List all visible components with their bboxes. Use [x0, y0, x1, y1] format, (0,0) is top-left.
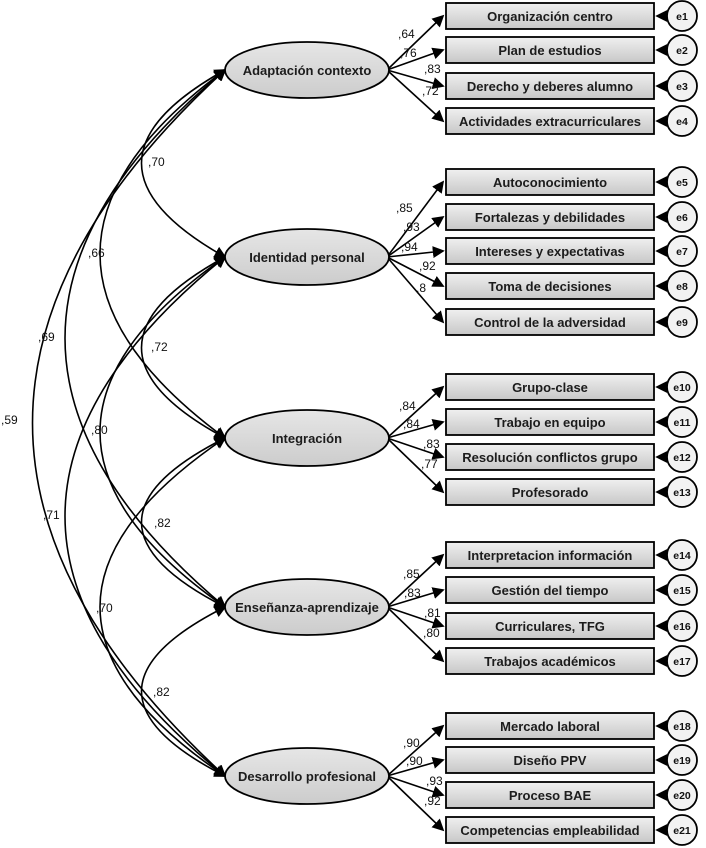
- indicator-label: Curriculares, TFG: [495, 619, 605, 634]
- loading-label: ,84: [399, 399, 416, 413]
- covariance-path: [100, 70, 225, 438]
- covariance-label: ,59: [1, 413, 18, 427]
- error-label: e7: [676, 246, 688, 258]
- covariance-path: [65, 257, 225, 776]
- indicator-label: Actividades extracurriculares: [458, 114, 642, 129]
- factor-label: Adaptación contexto: [242, 63, 372, 78]
- covariance-arrows: [1, 70, 225, 776]
- error-label: e11: [673, 417, 691, 429]
- error-label: e5: [676, 177, 688, 189]
- loading-label: ,76: [400, 46, 417, 60]
- indicator-label: Competencias empleabilidad: [460, 823, 640, 838]
- error-label: e6: [676, 212, 688, 224]
- covariance-label: ,71: [43, 508, 60, 522]
- error-label: e4: [676, 116, 688, 128]
- error-label: e20: [673, 790, 691, 802]
- indicator-label: Trabajos académicos: [484, 654, 616, 669]
- indicator-label: Interpretacion información: [467, 548, 633, 563]
- factor-label: Enseñanza-aprendizaje: [235, 600, 379, 615]
- error-label: e15: [673, 585, 691, 597]
- factor-adaptacion-contexto: [225, 1, 697, 136]
- indicator-label: Grupo-clase: [512, 380, 588, 395]
- loading-label: ,81: [424, 606, 441, 620]
- factor-ensenanza-aprendizaje: [225, 540, 697, 676]
- loading-label: ,92: [424, 794, 441, 808]
- loading-label: ,80: [423, 626, 440, 640]
- indicator-label: Autoconocimiento: [492, 175, 608, 190]
- covariance-label: ,70: [96, 601, 113, 615]
- indicator-label: Profesorado: [511, 485, 589, 500]
- loading-label: ,93: [403, 220, 420, 234]
- indicator-label: Control de la adversidad: [474, 315, 626, 330]
- covariance-path: [65, 70, 225, 607]
- loading-label: ,84: [403, 417, 420, 431]
- covariance-label: ,69: [38, 330, 55, 344]
- loading-label: ,93: [426, 774, 443, 788]
- indicator-label: Toma de decisiones: [488, 279, 612, 294]
- loading-label: ,92: [419, 259, 436, 273]
- factor-integracion: [225, 372, 697, 507]
- error-label: e17: [673, 656, 691, 668]
- covariance-label: ,82: [153, 685, 170, 699]
- factor-identidad-personal: [225, 167, 697, 337]
- indicator-label: Proceso BAE: [508, 788, 592, 803]
- loading-label: ,94: [401, 240, 418, 254]
- error-label: e9: [676, 317, 688, 329]
- error-label: e14: [673, 550, 691, 562]
- error-label: e1: [676, 11, 688, 23]
- factor-label: Integración: [271, 431, 343, 446]
- covariance-label: ,66: [88, 246, 105, 260]
- covariance-path: [100, 257, 225, 607]
- error-label: e3: [676, 81, 688, 93]
- error-label: e16: [673, 621, 691, 633]
- error-label: e18: [673, 721, 691, 733]
- indicator-label: Intereses y expectativas: [475, 244, 625, 259]
- error-label: e21: [673, 825, 691, 837]
- loading-label: ,85: [396, 201, 413, 215]
- loading-label: ,90: [406, 754, 423, 768]
- error-label: e2: [676, 45, 688, 57]
- loading-label: ,77: [421, 457, 438, 471]
- indicator-label: Trabajo en equipo: [494, 415, 606, 430]
- indicator-label: Fortalezas y debilidades: [474, 210, 626, 225]
- covariance-label: ,80: [91, 423, 108, 437]
- covariance-path: [33, 70, 226, 776]
- error-label: e10: [673, 382, 691, 394]
- loading-label: ,64: [398, 27, 415, 41]
- loading-label: ,83: [404, 586, 421, 600]
- covariance-path: [100, 438, 225, 776]
- loading-label: ,83: [423, 437, 440, 451]
- error-label: e19: [673, 755, 691, 767]
- factor-desarrollo-profesional: [225, 711, 697, 845]
- covariance-label: ,70: [148, 155, 165, 169]
- indicator-label: Gestión del tiempo: [491, 583, 609, 598]
- factor-label: Identidad personal: [249, 250, 365, 265]
- loading-label: ,8: [416, 281, 427, 295]
- error-label: e13: [673, 487, 691, 499]
- factor-label: Desarrollo profesional: [238, 769, 376, 784]
- indicator-label: Organización centro: [487, 9, 613, 24]
- indicator-label: Resolución conflictos grupo: [462, 450, 638, 465]
- covariance-label: ,72: [151, 340, 168, 354]
- indicator-label: Derecho y deberes alumno: [466, 79, 634, 94]
- indicator-label: Plan de estudios: [498, 43, 602, 58]
- error-label: e8: [676, 281, 688, 293]
- covariance-label: ,82: [154, 516, 171, 530]
- indicator-label: Diseño PPV: [513, 753, 587, 768]
- error-label: e12: [673, 452, 691, 464]
- indicator-label: Mercado laboral: [500, 719, 600, 734]
- loading-label: ,72: [422, 84, 439, 98]
- loading-label: ,90: [403, 736, 420, 750]
- loading-label: ,83: [424, 62, 441, 76]
- loading-label: ,85: [403, 567, 420, 581]
